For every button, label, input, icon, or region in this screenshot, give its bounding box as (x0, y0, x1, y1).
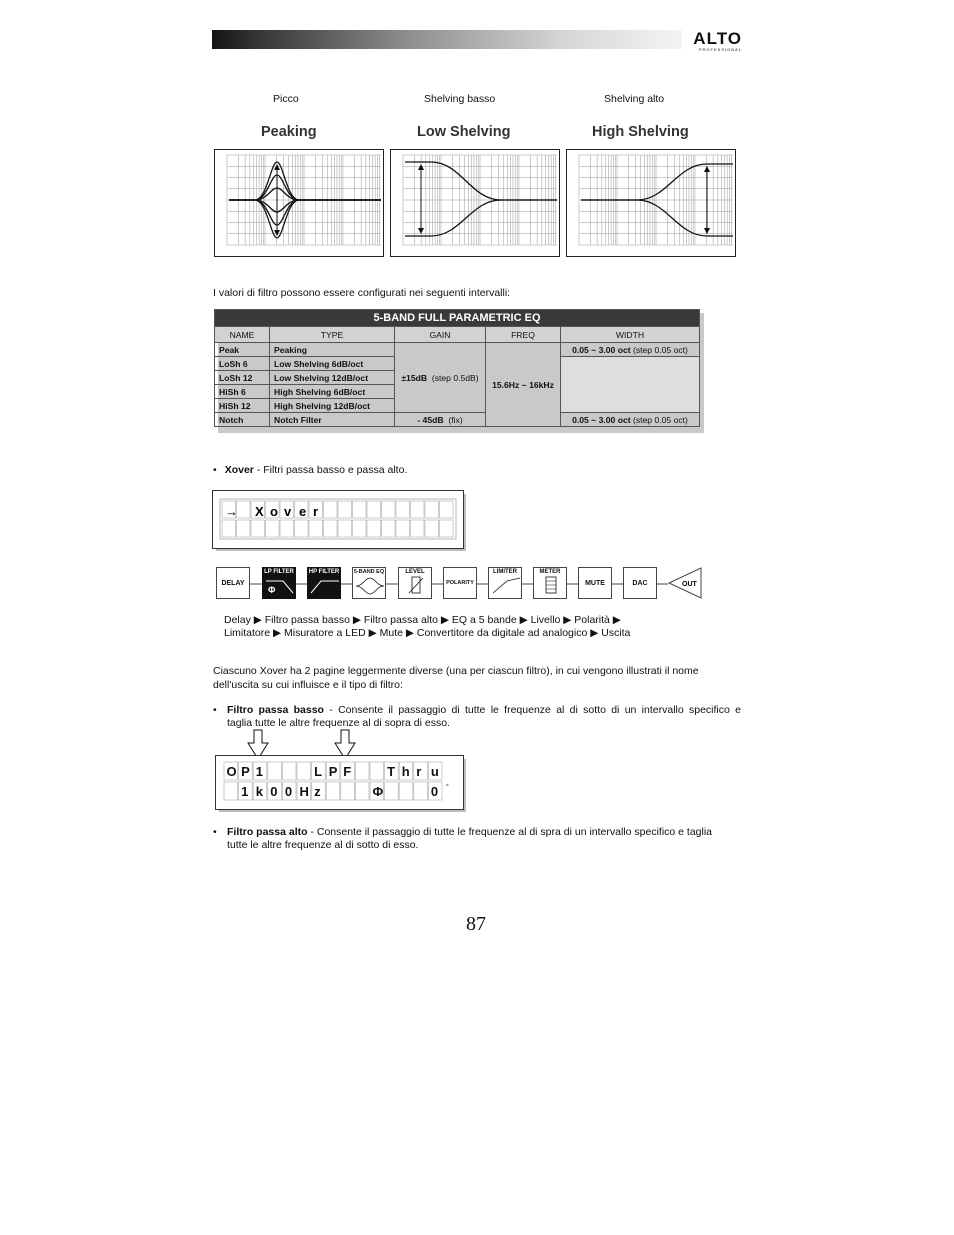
lcd-char: e (299, 504, 307, 519)
low-shelving-curves (391, 150, 559, 256)
page-number: 87 (466, 913, 486, 935)
lpf-text2: taglia tutte le altre frequenze al di sopra di esso. (227, 717, 450, 729)
gain-step: (step 0.5dB) (431, 372, 479, 383)
width-notch: 0.05 ~ 3.00 oct (572, 414, 631, 425)
header-gradient-bar (212, 30, 682, 49)
lcd-char: L (314, 764, 323, 779)
high-shelving-graph (566, 149, 736, 257)
xover-description-line1: Ciascuno Xover ha 2 pagine leggermente diverse (una per ciascun filtro), in cui vengono illustrati il nome (213, 665, 699, 677)
lcd-lpf-display (215, 755, 464, 810)
lcd-xover-display (212, 490, 464, 549)
xover-term: Xover (224, 464, 254, 476)
row-type: High Shelving 12dB/oct (270, 399, 395, 413)
lp-filter-label: LP FILTER (264, 569, 294, 575)
eq-icon (353, 575, 387, 595)
width-peak-cell (561, 343, 700, 357)
col-header-gain: GAIN (395, 327, 486, 343)
level-label: LEVEL (405, 569, 425, 575)
row-name: Peak (215, 343, 270, 357)
xover-description-line2: dell'uscita su cui influisce e il tipo di filtro: (213, 679, 403, 691)
lcd-char: O (226, 764, 237, 779)
lpf-bullet: • Filtro passa basso - Consente il passaggio di tutte le frequenze al di sotto di un intervallo specifico e taglia tutte le altre frequenze al di sopra di esso. (213, 704, 741, 729)
gain-notch-cell (395, 413, 486, 427)
lcd-xover-screen (213, 491, 463, 548)
alto-logo (684, 30, 742, 52)
gain-notch-note: (fix) (448, 414, 463, 425)
row-name: Notch (215, 413, 270, 427)
table-title: 5-BAND FULL PARAMETRIC EQ (215, 310, 700, 327)
row-name: LoSh 12 (215, 371, 270, 385)
lcd-char: v (284, 504, 292, 519)
lcd-arrow: → (225, 504, 238, 519)
row-type: Peaking (270, 343, 395, 357)
width-na-cell (561, 357, 700, 413)
col-header-name: NAME (215, 327, 270, 343)
gain-range-cell (395, 343, 486, 413)
freq-range: 15.6Hz ~ 16kHz (486, 343, 561, 427)
row-type: Notch Filter (270, 413, 395, 427)
caption-low-shelving: Shelving basso (424, 93, 496, 105)
row-name: HiSh 6 (215, 385, 270, 399)
xover-text: - Filtri passa basso e passa alto. (253, 464, 408, 476)
width-notch-cell (561, 413, 700, 427)
hp-filter-icon (308, 575, 342, 595)
row-type: High Shelving 6dB/oct (270, 385, 395, 399)
graph-title-peaking: Peaking (261, 124, 317, 140)
lcd-char: r (313, 504, 319, 519)
chain-description-line2: Limitatore ▶ Misuratore a LED ▶ Mute ▶ Convertitore da digitale ad analogico ▶ Uscita (224, 627, 631, 639)
hpf-term: Filtro passa alto (227, 826, 308, 838)
lcd-char: T (387, 764, 396, 779)
intro-text: I valori di filtro possono essere configurati nei seguenti intervalli: (213, 287, 511, 299)
chain-description-line1: Delay ▶ Filtro passa basso ▶ Filtro passa alto ▶ EQ a 5 bande ▶ Livello ▶ Polarità ▶ (224, 614, 621, 626)
hpf-line1 (227, 826, 741, 839)
peaking-curves (215, 150, 383, 256)
limiter-label: LIMITER (493, 569, 517, 575)
xover-bullet: • Xover - Filtri passa basso e passa alto. (213, 464, 408, 476)
width-peak-step: (step 0.05 oct) (632, 344, 688, 355)
lcd-lpf-screen (216, 756, 463, 809)
meter-label: METER (539, 569, 561, 575)
eq-label: 5-BAND EQ (353, 569, 385, 575)
peaking-graph (214, 149, 384, 257)
degree-symbol: ° (446, 784, 449, 791)
lcd-char: u (430, 764, 439, 779)
chain-mute: MUTE (578, 567, 612, 599)
meter-icon (534, 575, 568, 595)
lcd-char: X (255, 504, 264, 519)
lcd-char: Φ (372, 784, 384, 799)
chain-polarity: POLARITY (443, 567, 477, 599)
hp-filter-label: HP FILTER (308, 569, 340, 575)
width-notch-step: (step 0.05 oct) (632, 414, 688, 425)
col-header-type: TYPE (270, 327, 395, 343)
logo-subtext: PROFESSIONAL (698, 47, 742, 52)
out-label: OUT (682, 581, 697, 588)
lpf-term: Filtro passa basso (227, 704, 324, 716)
lcd-char: 1 (255, 764, 263, 779)
lcd-char: 0 (270, 784, 278, 799)
lcd-char: 1 (241, 784, 249, 799)
table-row (215, 413, 700, 427)
col-header-freq: FREQ (486, 327, 561, 343)
high-shelving-curves (567, 150, 735, 256)
hpf-text2: tutte le altre frequenze al di sotto di esso. (227, 839, 419, 851)
lcd-char: k (255, 784, 263, 799)
lcd-char: F (343, 764, 352, 779)
graph-title-high-shelving: High Shelving (592, 124, 689, 140)
row-type: Low Shelving 6dB/oct (270, 357, 395, 371)
chain-delay: DELAY (216, 567, 250, 599)
row-name: LoSh 6 (215, 357, 270, 371)
lpf-line1 (227, 704, 741, 717)
col-header-width: WIDTH (561, 327, 700, 343)
phi-symbol: Φ (268, 585, 276, 595)
logo-text: ALTO (693, 29, 742, 48)
lcd-char: r (416, 764, 422, 779)
low-shelving-graph (390, 149, 560, 257)
level-icon (399, 575, 433, 595)
hpf-text1: - Consente il passaggio di tutte le frequenze al di spra di un intervallo specifico e taglia (307, 826, 713, 838)
lcd-char: 0 (284, 784, 293, 799)
lcd-char: H (299, 784, 309, 799)
chain-dac: DAC (623, 567, 657, 599)
table-row (215, 343, 700, 357)
caption-peaking: Picco (273, 93, 299, 105)
lpf-text1: - Consente il passaggio di tutte le frequenze al di sotto di un intervallo specifico e (323, 704, 741, 716)
graph-title-low-shelving: Low Shelving (417, 124, 511, 140)
gain-range: ±15dB (401, 372, 428, 383)
lcd-char: h (401, 764, 410, 779)
row-name: HiSh 12 (215, 399, 270, 413)
lcd-char: 0 (430, 784, 439, 799)
chain-out-triangle (668, 567, 702, 599)
limiter-icon (489, 575, 523, 595)
lp-filter-icon (263, 575, 297, 595)
lcd-char: P (328, 764, 338, 779)
lcd-char: o (270, 504, 278, 519)
row-type: Low Shelving 12dB/oct (270, 371, 395, 385)
width-peak: 0.05 ~ 3.00 oct (572, 344, 631, 355)
chain-connectors (250, 583, 670, 585)
parametric-eq-table (214, 309, 700, 427)
hpf-bullet: • Filtro passa alto - Consente il passaggio di tutte le frequenze al di spra di un intervallo specifico e taglia tutte le altre frequenze al di sotto di esso. (213, 826, 741, 852)
caption-high-shelving: Shelving alto (604, 93, 665, 105)
lcd-char: P (241, 764, 250, 779)
gain-notch: - 45dB (417, 414, 444, 425)
lcd-char: z (314, 784, 321, 799)
